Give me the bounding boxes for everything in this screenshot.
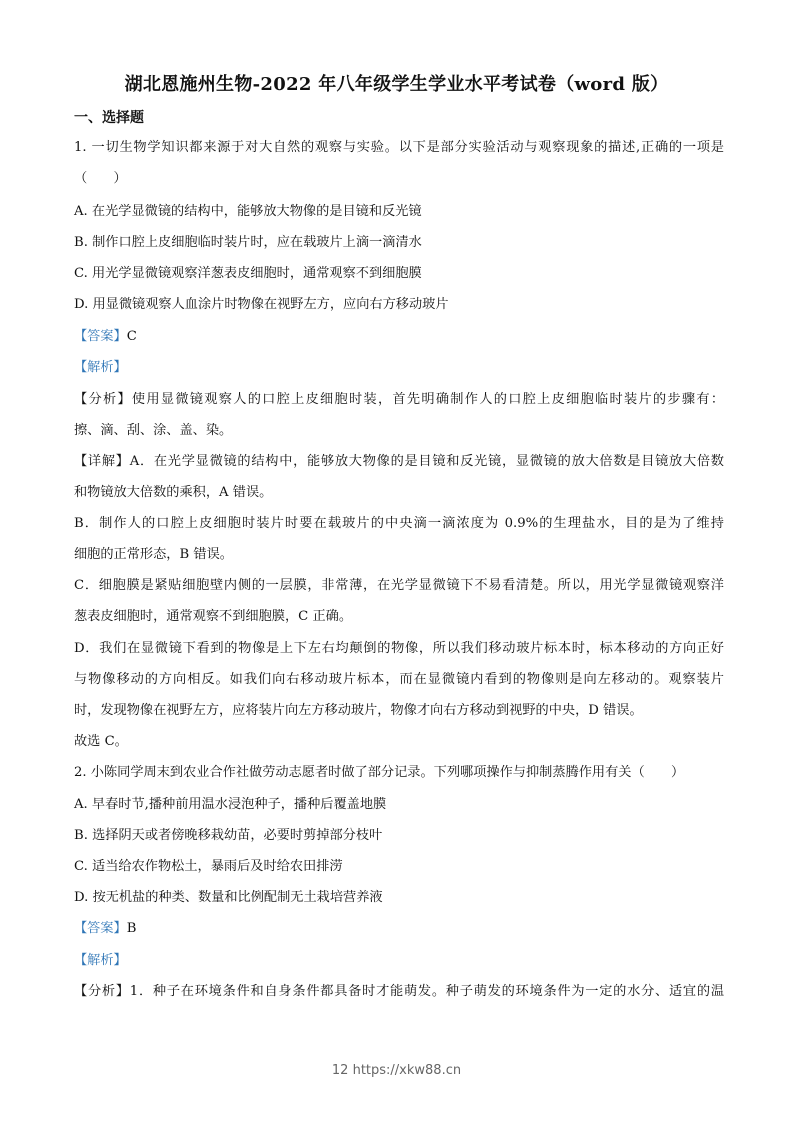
- q1-fenxi-tag: 【分析】: [74, 392, 132, 407]
- q1-d-line-1: D．我们在显微镜下看到的物像是上下左右均颠倒的物像，所以我们移动玻片标本时，标本移动的方向正好: [74, 641, 724, 656]
- q1-option-a: A. 在光学显微镜的结构中，能够放大物像的是目镜和反光镜: [74, 204, 422, 219]
- q2-answer: [74, 920, 724, 938]
- document-title: 湖北恩施州生物-2022 年八年级学生学业水平考试卷（word 版）: [124, 74, 669, 95]
- q1-stem-line-1: 1. 一切生物学知识都来源于对大自然的观察与实验。以下是部分实验活动与观察现象的描述,正确的一项是: [74, 140, 724, 155]
- q1-c-line-2: 葱表皮细胞时，通常观察不到细胞膜，C 正确。: [74, 609, 353, 624]
- q1-analysis-tag-line: [74, 359, 724, 377]
- q1-xiangjie-tag: 【详解】: [74, 454, 130, 469]
- q1-option-b: B. 制作口腔上皮细胞临时装片时，应在载玻片上滴一滴清水: [74, 235, 422, 250]
- q2-option-d: D. 按无机盐的种类、数量和比例配制无土栽培营养液: [74, 890, 383, 905]
- q2-analysis-tag-line: [74, 952, 724, 970]
- q1-d-line-3: 时，发现物像在视野左方，应将装片向左方移动玻片，物像才向右方移动到视野的中央，D 错误。: [74, 703, 643, 718]
- section-heading: 一、选择题: [74, 110, 144, 126]
- q2-option-b: B. 选择阴天或者傍晚移栽幼苗，必要时剪掉部分枝叶: [74, 828, 383, 843]
- q1-analysis-tag: 【解析】: [74, 360, 127, 375]
- q1-fenxi-line-2: 擦、滴、刮、涂、盖、染。: [74, 423, 233, 438]
- q2-answer-tag: 【答案】: [74, 921, 127, 936]
- q2-fenxi-tag: 【分析】: [74, 984, 130, 999]
- q2-fenxi-line-1: [74, 983, 724, 1001]
- q1-b-line-2: 细胞的正常形态，B 错误。: [74, 547, 233, 562]
- q1-option-d: D. 用显微镜观察人血涂片时物像在视野左方，应向右方移动玻片: [74, 297, 449, 312]
- q1-stem-line-2: （ ）: [74, 171, 127, 186]
- q1-fenxi-line-1: [74, 391, 724, 409]
- q2-option-a: A. 早春时节,播种前用温水浸泡种子，播种后覆盖地膜: [74, 797, 387, 812]
- q1-xiangjie-line-1: [74, 453, 724, 471]
- q1-xiangjie-line-2: 和物镜放大倍数的乘积，A 错误。: [74, 485, 273, 500]
- q1-d-line-2: 与物像移动的方向相反。如我们向右移动玻片标本，而在显微镜内看到的物像则是向左移动的。观察装片: [74, 672, 724, 687]
- q1-conclusion: 故选 C。: [74, 734, 128, 749]
- q1-answer-tag: 【答案】: [74, 329, 127, 344]
- q2-answer-value: B: [126, 921, 137, 936]
- q1-option-c: C. 用光学显微镜观察洋葱表皮细胞时，通常观察不到细胞膜: [74, 266, 422, 281]
- page-footer: 12 https://xkw88.cn: [331, 1063, 462, 1078]
- q1-b-line-1: B．制作人的口腔上皮细胞时装片时要在载玻片的中央滴一滴浓度为 0.9%的生理盐水，目的是为了维持: [74, 516, 724, 531]
- q1-c-line-1: C．细胞膜是紧贴细胞壁内侧的一层膜，非常薄，在光学显微镜下不易看清楚。所以，用光学显微镜观察洋: [74, 578, 724, 593]
- q2-option-c: C. 适当给农作物松土，暴雨后及时给农田排涝: [74, 859, 343, 874]
- q1-xiangjie-text-1: A．在光学显微镜的结构中，能够放大物像的是目镜和反光镜，显微镜的放大倍数是目镜放大倍数: [129, 454, 724, 469]
- q2-fenxi-text-1: 1．种子在环境条件和自身条件都具备时才能萌发。种子萌发的环境条件为一定的水分、适宜的温: [129, 984, 725, 999]
- q1-answer-value: C: [126, 329, 137, 344]
- q2-analysis-tag: 【解析】: [74, 953, 127, 968]
- q2-stem: 2. 小陈同学周末到农业合作社做劳动志愿者时做了部分记录。下列哪项操作与抑制蒸腾作用有关（ ）: [74, 765, 685, 780]
- q1-answer: [74, 328, 724, 346]
- q1-fenxi-text-1: 使用显微镜观察人的口腔上皮细胞时装，首先明确制作人的口腔上皮细胞临时装片的步骤有：: [131, 392, 725, 407]
